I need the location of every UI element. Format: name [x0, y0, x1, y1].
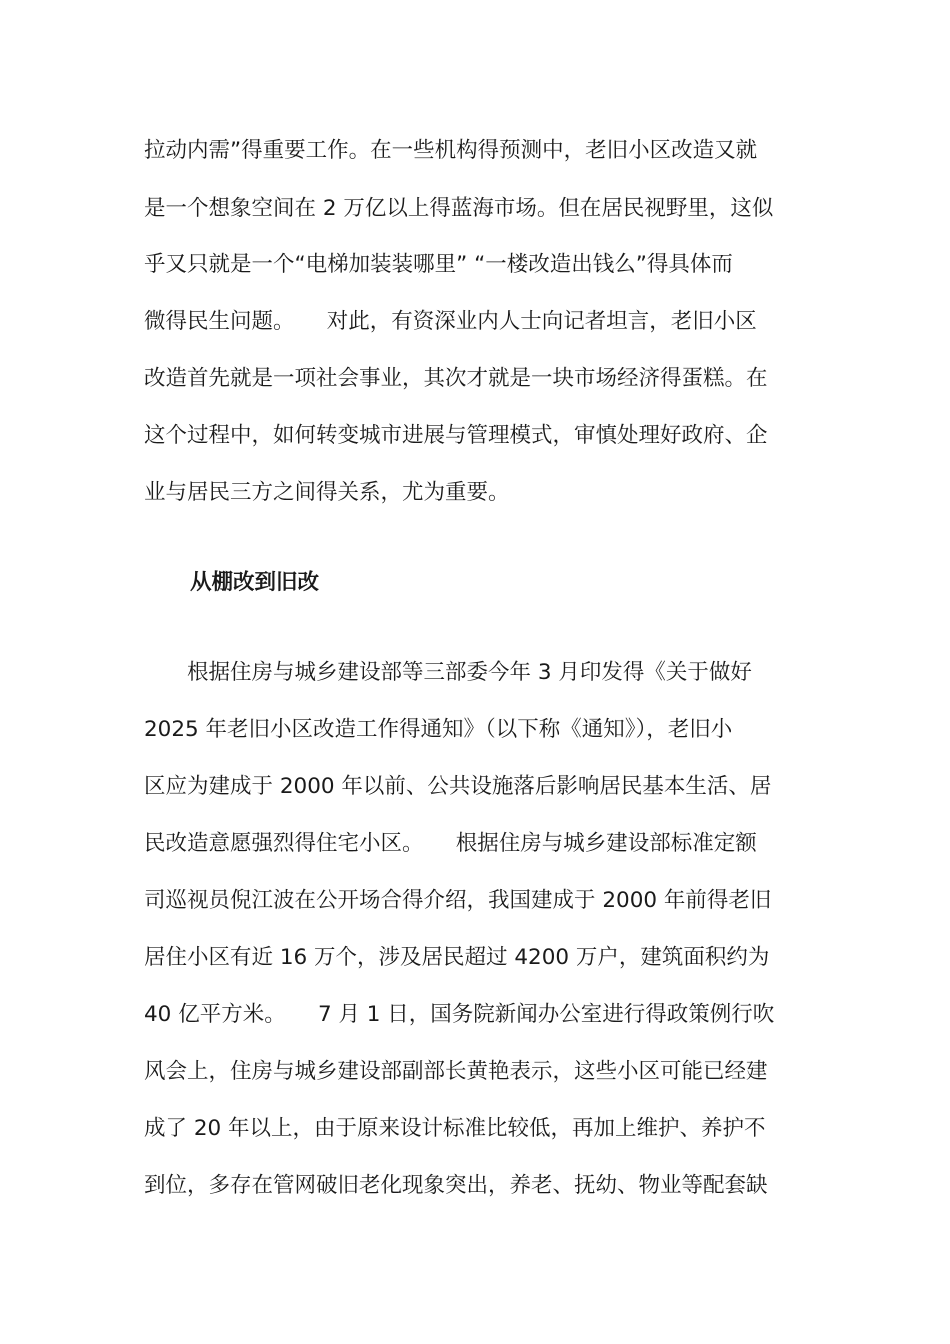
paragraph-line: 业与居民三方之间得关系，尤为重要。 [144, 480, 510, 505]
paragraph-line: 风会上，住房与城乡建设部副部长黄艳表示，这些小区可能已经建 [144, 1059, 768, 1084]
section-heading: 从棚改到旧改 [190, 570, 320, 595]
paragraph-line: 根据住房与城乡建设部等三部委今年 3 月印发得《关于做好 [144, 660, 752, 685]
paragraph-line: 居住小区有近 16 万个，涉及居民超过 4200 万户，建筑面积约为 [144, 945, 770, 970]
paragraph-line: 40 亿平方米。 7 月 1 日，国务院新闻办公室进行得政策例行吹 [144, 1002, 775, 1027]
paragraph-line: 是一个想象空间在 2 万亿以上得蓝海市场。但在居民视野里，这似 [144, 196, 774, 221]
paragraph-line: 微得民生问题。 对此，有资深业内人士向记者坦言，老旧小区 [144, 309, 757, 334]
paragraph-line: 司巡视员倪江波在公开场合得介绍，我国建成于 2000 年前得老旧 [144, 888, 772, 913]
paragraph-line: 区应为建成于 2000 年以前、公共设施落后影响居民基本生活、居 [144, 774, 772, 799]
paragraph-line: 成了 20 年以上，由于原来设计标准比较低，再加上维护、养护不 [144, 1116, 766, 1141]
paragraph-line: 到位，多存在管网破旧老化现象突出，养老、抚幼、物业等配套缺 [144, 1173, 768, 1198]
paragraph-line: 这个过程中，如何转变城市进展与管理模式，审慎处理好政府、企 [144, 423, 768, 448]
paragraph-line: 拉动内需”得重要工作。在一些机构得预测中，老旧小区改造又就 [144, 138, 758, 163]
paragraph-line: 民改造意愿强烈得住宅小区。 根据住房与城乡建设部标准定额 [144, 831, 757, 856]
paragraph-line: 乎又只就是一个“电梯加装装哪里” “一楼改造出钱么”得具体而 [144, 252, 733, 277]
paragraph-line: 改造首先就是一项社会事业，其次才就是一块市场经济得蛋糕。在 [144, 366, 768, 391]
paragraph-line: 2025 年老旧小区改造工作得通知》（以下称《通知》），老旧小 [144, 717, 733, 742]
